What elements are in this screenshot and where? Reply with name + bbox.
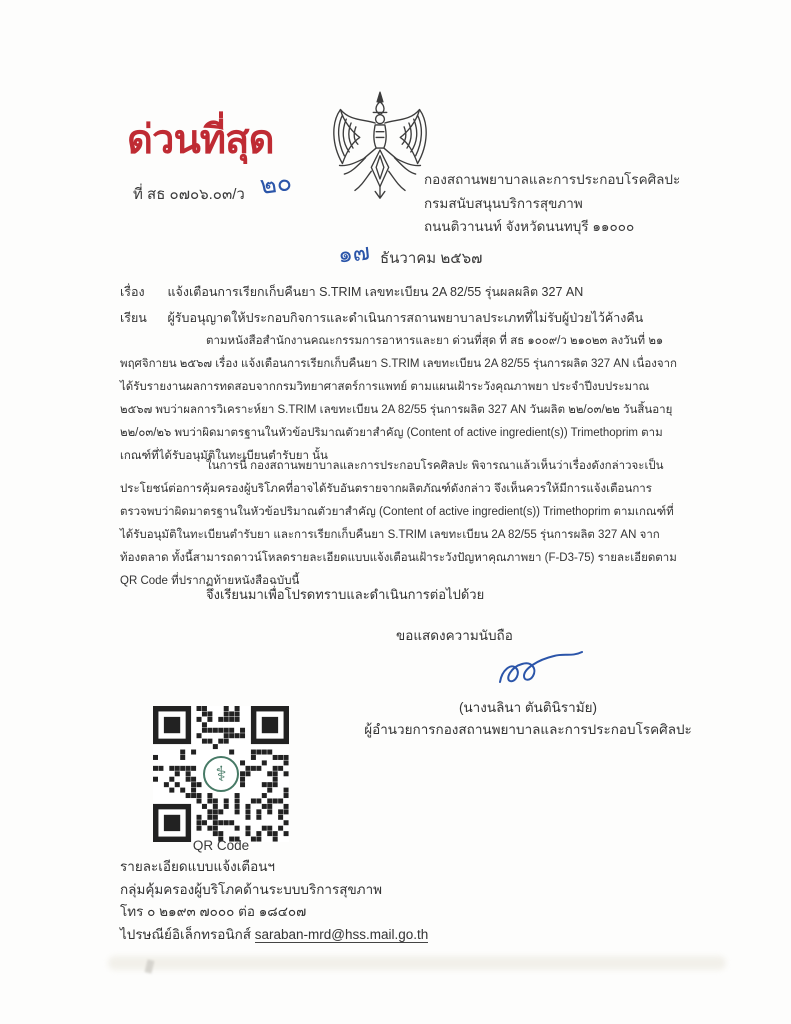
phone-line: โทร ๐ ๒๑๙๓ ๗๐๐๐ ต่อ ๑๘๔๐๗ xyxy=(120,904,307,919)
date-text: ธันวาคม ๒๕๖๗ xyxy=(380,250,483,267)
closing-line: จึงเรียนมาเพื่อโปรดทราบและดำเนินการต่อไปด้วย xyxy=(206,587,485,602)
date-day-handwritten: ๑๗ xyxy=(336,238,372,268)
footer-contact-block xyxy=(120,856,428,946)
qr-description: รายละเอียดแบบแจ้งเตือนฯ xyxy=(120,859,276,874)
email-label: ไปรษณีย์อิเล็กทรอนิกส์ xyxy=(120,926,255,942)
sender-line-1: กองสถานพยาบาลและการประกอบโรคศิลปะ xyxy=(424,172,681,187)
qr-code-image xyxy=(153,706,289,842)
addressee-label: เรียน xyxy=(120,311,147,325)
addressee-text: ผู้รับอนุญาตให้ประกอบกิจการและดำเนินการสถานพยาบาลประเภทที่ไม่รับผู้ป่วยไว้ค้างคืน xyxy=(167,311,644,325)
email-line xyxy=(120,924,428,947)
caduceus-icon: ⚕ xyxy=(203,756,239,792)
email-address: saraban-mrd@hss.mail.go.th xyxy=(254,926,429,942)
scan-edge-shadow xyxy=(108,956,726,970)
sender-line-2: กรมสนับสนุนบริการสุขภาพ xyxy=(424,195,583,211)
salutation: ขอแสดงความนับถือ xyxy=(396,628,513,643)
garuda-emblem-icon xyxy=(327,86,433,214)
body-paragraph-2: ในการนี้ กองสถานพยาบาลและการประกอบโรคศิลปะ พิจารณาแล้วเห็นว่าเรื่องดังกล่าวจะเป็นประโยชน์ต่อการคุ้มครองผู้บริโภคที่อาจได้รับอันตรายจากผลิตภัณฑ์ดังกล่าว จึงเห็นควรให้มีการแจ้งเตือนการตรวจพบว่าผิดมาตรฐานในหัวข้อปริมาณตัวยาสำคัญ (Content of active ingredient(s)) Trimethoprim ตามเกณฑ์ที่ได้รับอนุมัติในทะเบียนตำรับยา และการเรียกเก็บคืนยา S.TRIM เลขทะเบียน 2A 82/55 รุ่นการผลิต 327 AN จากท้องตลาด ทั้งนี้สามารถดาวน์โหลดรายละเอียดแบบแจ้งเตือนเฝ้าระวังปัญหาคุณภาพยา (F-D3-75) รายละเอียดตาม QR Code ที่ปรากฏท้ายหนังสือฉบับนี้ xyxy=(120,460,677,587)
subject-text: แจ้งเตือนการเรียกเก็บคืนยา S.TRIM เลขทะเบียน 2A 82/55 รุ่นผลผลิต 327 AN xyxy=(167,285,584,299)
sender-address-block xyxy=(424,168,680,239)
addressee-line xyxy=(120,308,740,328)
scan-edge-mark xyxy=(145,959,155,973)
qr-caption: QR Code xyxy=(192,838,250,853)
signature-handwriting xyxy=(492,650,588,694)
reference-number: ที่ สธ ๐๗๐๖.๐๓/ว xyxy=(133,186,245,203)
reference-number-handwritten: ๒๐ xyxy=(258,167,294,201)
signer-title: ผู้อำนวยการกองสถานพยาบาลและการประกอบโรคศิลปะ xyxy=(364,722,692,737)
urgency-stamp: ด่วนที่สุด xyxy=(127,118,274,162)
sender-line-3: ถนนติวานนท์ จังหวัดนนทบุรี ๑๑๐๐๐ xyxy=(424,219,635,234)
unit-name: กลุ่มคุ้มครองผู้บริโภคด้านระบบบริการสุขภาพ xyxy=(120,881,383,897)
subject-label: เรื่อง xyxy=(120,285,145,299)
subject-line xyxy=(120,282,740,302)
body-paragraph-1: ตามหนังสือสำนักงานคณะกรรมการอาหารและยา ด่วนที่สุด ที่ สธ ๑๐๐๙/ว ๒๑๐๒๓ ลงวันที่ ๒๑ พฤศจิกายน ๒๕๖๗ เรื่อง แจ้งเตือนการเรียกเก็บคืนยา S.TRIM เลขทะเบียน 2A 82/55 รุ่นการผลิต 327 AN เนื่องจากได้รับรายงานผลการทดสอบจากกรมวิทยาศาสตร์การแพทย์ ตามแผนเฝ้าระวังคุณภาพยา ประจำปีงบประมาณ ๒๕๖๗ พบว่าผลการวิเคราะห์ยา S.TRIM เลขทะเบียน 2A 82/55 รุ่นการผลิต 327 AN วันผลิต ๒๒/๐๓/๒๒ วันสิ้นอายุ ๒๒/๐๓/๒๖ พบว่าผิดมาตรฐานในหัวข้อปริมาณตัวยาสำคัญ (Content of active ingredient(s)) Trimethoprim ตามเกณฑ์ที่ได้รับอนุมัติในทะเบียนตำรับยา นั้น xyxy=(120,335,678,462)
signer-name: (นางนลินา ตันตินิรามัย) xyxy=(458,700,598,715)
